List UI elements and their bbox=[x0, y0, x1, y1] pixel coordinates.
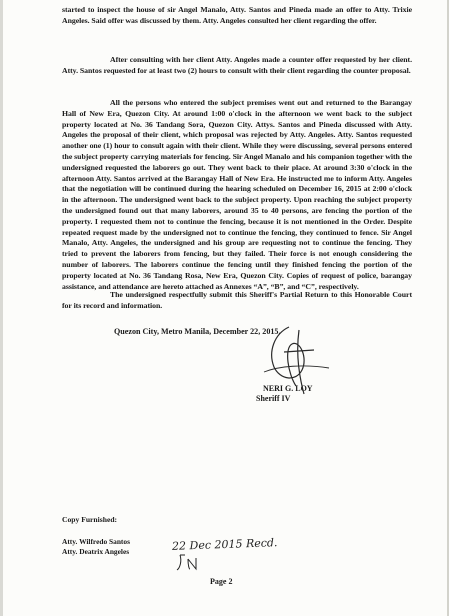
paragraph-events: All the persons who entered the subject premises went out and returned to the Barangay Hall of New Era, Quezon City. At around 1:00 o'clock in the afternoon we went back to the subject property located at No. 36 Tandang Sora, Quezon City. Attys. Santos and Pineda discussed with Atty. Angeles the proposal of their client, which proposal was rejected by Atty. Angeles. Atty. Santos requested another one (1) hour to consult again with their client. While they were discussing, several persons entered the subject property carrying materials for fencing. Sir Angel Manalo and his companion together with the undersigned requested the laborers go out. They went back to their place. At around 3:30 o'clock in the afternoon Atty. Santos arrived at the Barangay Hall of New Era. He instructed me to inform Atty. Angeles that the negotiation will be continued during the hearing scheduled on December 16, 2015 at 2:00 o'clock in the afternoon. The undersigned went back to the subject property. Upon reaching the subject property the undersigned found out that many laborers, around 35 to 40 persons, are fencing the portion of the property. I requested them not to continue the fencing, because it is not mentioned in the Order. Despite repeated request made by the undersigned not to continue the fencing, they continued to fence. Sir Angel Manalo, Atty. Angeles, the undersigned and his group are requesting not to continue the fencing. They tried to prevent the laborers from fencing, but they failed. Their force is not enough considering the number of laborers. The laborers continue the fencing until they finished fencing the portion of the property located at No. 36 Tandang Rosa, New Era, Quezon City. Copies of request of police, barangay assistance, and attendance are hereto attached as Annexes “A”, “B”, and “C”, respectively. bbox=[62, 98, 412, 291]
signatory-name: NERI G. LOY bbox=[263, 384, 313, 393]
copy-recipient: Atty. Wilfredo Santos bbox=[62, 537, 130, 546]
handwritten-initials bbox=[176, 553, 206, 573]
copy-furnished-heading: Copy Furnished: bbox=[62, 515, 118, 524]
paragraph-counter-offer: After consulting with her client Atty. Angeles made a counter offer requested by her client. Atty. Santos requested for at least two (2) hours to consult with their client regarding the counter proposal. bbox=[62, 55, 412, 75]
paragraph-continuation: started to inspect the house of sir Angel Manalo, Atty. Santos and Pineda made an offer to Atty. Trixie Angeles. Said offer was discussed by them. Atty. Angeles consulted her client regarding the offer. bbox=[62, 5, 412, 25]
dateline: Quezon City, Metro Manila, December 22, 2015. bbox=[114, 327, 281, 336]
signatory-title: Sheriff IV bbox=[256, 394, 291, 403]
received-note: 22 Dec 2015 Recd. bbox=[171, 536, 278, 553]
paragraph-submission: The undersigned respectfully submit this Sheriff's Partial Return to this Honorable Court for its record and information. bbox=[62, 290, 412, 310]
page-number: Page 2 bbox=[210, 577, 233, 586]
page-edge-left bbox=[0, 0, 3, 616]
copy-recipient: Atty. Deatrix Angeles bbox=[62, 547, 130, 556]
